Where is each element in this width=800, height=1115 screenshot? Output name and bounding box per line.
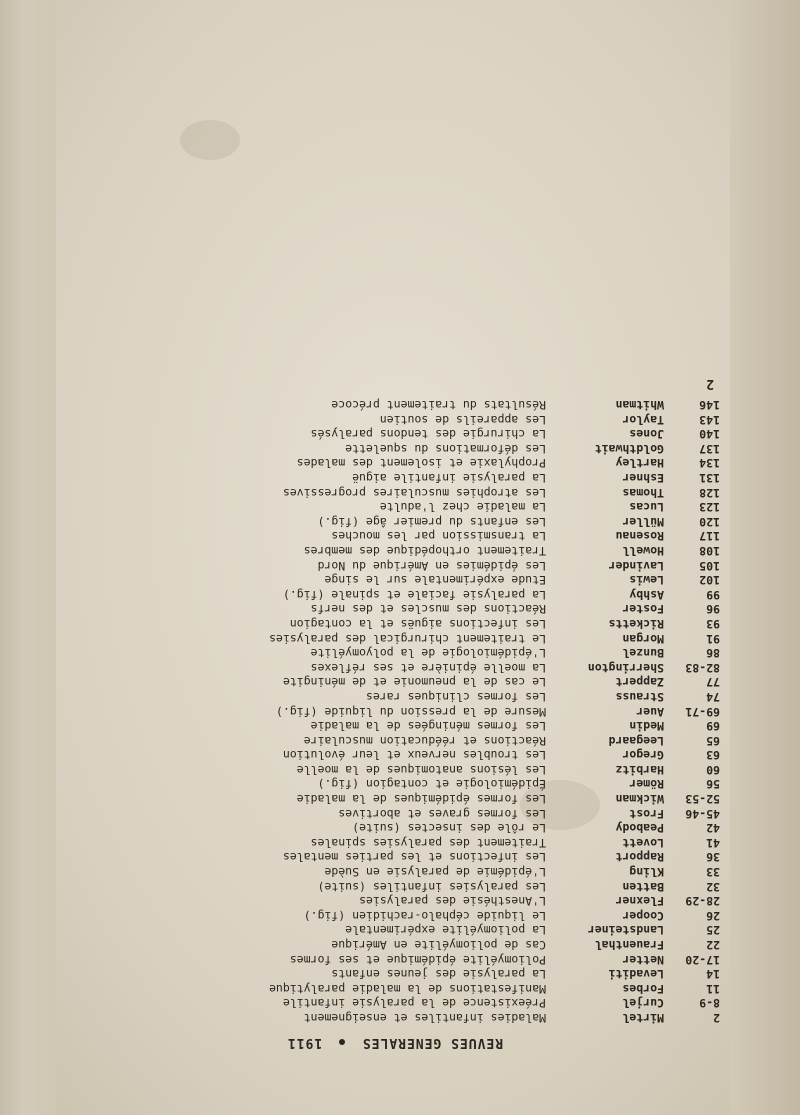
entry-pages: 25	[706, 923, 720, 938]
entry-pages: 134	[699, 456, 720, 471]
index-entry	[70, 631, 720, 646]
entry-pages: 11	[706, 981, 720, 996]
entry-author: Flexner	[615, 894, 664, 909]
entry-author: Mirtel	[622, 1011, 664, 1025]
entry-author: Harbitz	[615, 762, 664, 777]
index-entry	[70, 397, 720, 412]
entry-title: Les atrophies musculaires progressives	[282, 485, 546, 500]
page-margin-right	[730, 0, 800, 1115]
entry-pages: 143	[699, 412, 720, 427]
index-entry	[70, 616, 720, 631]
index-entry	[70, 981, 720, 996]
entry-author: Lovett	[622, 835, 664, 850]
index-entry	[70, 821, 720, 836]
index-entry	[70, 587, 720, 602]
entry-author: Landsteiner	[587, 923, 664, 938]
entry-pages: 14	[706, 967, 720, 982]
entry-title: Les déformations du squelette	[345, 441, 546, 456]
entry-title: Le traitement chirurgical des paralysies	[269, 631, 546, 646]
entry-title: Les appareils de soutien	[379, 412, 546, 427]
entry-author: Rosenau	[615, 529, 664, 544]
entry-title: Les troubles nerveux et leur évolution	[282, 748, 546, 763]
entry-author: Foster	[622, 602, 664, 617]
entry-pages: 77	[706, 675, 720, 690]
entry-title: Les infections aiguës et la contagion	[289, 616, 546, 631]
entry-title: Les infections et les parties mentales	[282, 850, 546, 865]
entry-title: Les formes cliniques rares	[365, 689, 546, 704]
index-entry	[70, 923, 720, 938]
entry-author: Netter	[622, 952, 664, 967]
index-entry	[70, 937, 720, 952]
entry-pages: 26	[706, 908, 720, 923]
entry-title: La paralysie des jeunes enfants	[331, 967, 546, 982]
entry-author: Morgan	[622, 631, 664, 646]
entry-pages: 137	[699, 441, 720, 456]
entry-title: Le rôle des insectes (suite)	[352, 821, 546, 836]
index-entry	[70, 719, 720, 734]
entry-author: Lewis	[629, 573, 664, 588]
index-entry	[70, 573, 720, 588]
entry-author: Whitman	[615, 398, 664, 413]
entry-pages: 36	[706, 850, 720, 865]
entry-pages: 52-53	[685, 792, 720, 807]
entry-author: Ricketts	[608, 616, 664, 631]
index-entry	[70, 850, 720, 865]
entry-author: Eshner	[622, 471, 664, 486]
index-entry	[70, 456, 720, 471]
entry-author: Kling	[629, 865, 664, 880]
entry-author: Curjel	[622, 996, 664, 1011]
index-entry	[70, 675, 720, 690]
entry-title: La paralysie infantile aiguë	[352, 471, 546, 486]
entry-author: Frost	[629, 806, 664, 821]
entry-author: Peabody	[615, 821, 664, 836]
entry-author: Taylor	[622, 412, 664, 427]
entry-pages: 123	[699, 500, 720, 515]
index-entry	[70, 485, 720, 500]
index-entry	[70, 762, 720, 777]
entry-pages: 93	[706, 616, 720, 631]
index-entry	[70, 864, 720, 879]
entry-title: L'Anesthésie des paralysies	[359, 894, 546, 909]
entry-title: Etude expérimentale sur le singe	[324, 573, 546, 588]
entry-title: Les lésions anatomiques de la moelle	[296, 762, 546, 777]
entry-title: Le cas de la pneumonie et de méningite	[282, 675, 546, 690]
entry-pages: 22	[706, 938, 720, 953]
journal-year: 1911	[286, 1035, 323, 1050]
entry-author: Auer	[636, 704, 664, 719]
entry-author: Goldthwait	[594, 441, 664, 456]
entry-title: Mesure de la pression du liquide (fig.)	[275, 704, 546, 719]
index-entry	[70, 835, 720, 850]
entry-author: Frauenthal	[594, 938, 664, 953]
entry-pages: 82-83	[685, 660, 720, 675]
entry-pages: 86	[706, 646, 720, 661]
page-margin-left	[0, 0, 56, 1115]
index-entry	[70, 470, 720, 485]
entry-author: Howell	[622, 544, 664, 558]
index-entry	[70, 894, 720, 909]
entry-author: Forbes	[622, 981, 664, 996]
index-entry	[70, 777, 720, 792]
index-entry	[70, 689, 720, 704]
entry-title: L'épidémie de paralysie en Suède	[324, 865, 546, 880]
entry-author: Römer	[629, 777, 664, 792]
index-entry	[70, 543, 720, 558]
page-number: 2	[706, 376, 714, 392]
index-entry	[70, 514, 720, 529]
index-entry	[70, 967, 720, 982]
index-entry	[70, 952, 720, 967]
entry-pages: 17-20	[685, 952, 720, 967]
entry-title: Les formes méningées de la maladie	[310, 719, 546, 734]
entry-title: Manifestations de la maladie paralytique	[269, 981, 546, 996]
entry-author: Cooper	[622, 908, 664, 923]
index-entry	[70, 660, 720, 675]
index-entry	[70, 879, 720, 894]
entry-pages: 74	[706, 689, 720, 704]
index-entry	[70, 602, 720, 617]
entry-pages: 69	[706, 719, 720, 734]
running-header	[70, 1035, 720, 1050]
entry-author: Levaditi	[608, 967, 664, 982]
entry-pages: 131	[699, 471, 720, 486]
entry-title: Épidémiologie et contagion (fig.)	[317, 777, 546, 792]
entry-title: Préexistence de la paralysie infantile	[282, 996, 546, 1011]
entry-author: Rapport	[615, 850, 664, 865]
entry-pages: 108	[699, 544, 720, 558]
index-entry	[70, 441, 720, 456]
entry-title: Les formes graves et abortives	[338, 806, 546, 821]
entry-author: Batten	[622, 879, 664, 894]
entry-pages: 117	[699, 529, 720, 544]
entry-title: Résultats du traitement précoce	[331, 398, 546, 413]
entry-author: Medin	[629, 719, 664, 734]
entry-title: Poliomyélite épidémique et ses formes	[289, 952, 546, 967]
entry-pages: 91	[706, 631, 720, 646]
entry-author: Lucas	[629, 500, 664, 515]
entry-pages: 60	[706, 762, 720, 777]
entry-pages: 146	[699, 398, 720, 413]
entry-pages: 120	[699, 514, 720, 529]
entry-title: Les paralysies infantiles (suite)	[317, 879, 546, 894]
entry-author: Gregor	[622, 748, 664, 763]
entry-title: La maladie chez l'adulte	[379, 500, 546, 515]
entry-title: L'épidémiologie de la polyomyélite	[310, 646, 546, 661]
entry-title: Réactions et rééducation musculaire	[303, 733, 546, 748]
entry-pages: 105	[699, 558, 720, 573]
header-bullet	[339, 1040, 345, 1046]
entry-title: Traitement orthopédique des membres	[303, 544, 546, 558]
index-entry	[70, 500, 720, 515]
entry-title: Le liquide céphalo-rachidien (fig.)	[303, 908, 546, 923]
entry-pages: 2	[713, 1011, 720, 1025]
entry-author: Ashby	[629, 587, 664, 602]
rotated-document	[70, 60, 720, 1050]
index-entry	[70, 427, 720, 442]
entry-pages: 56	[706, 777, 720, 792]
entry-author: Leegaard	[608, 733, 664, 748]
entry-pages: 8-9	[699, 996, 720, 1011]
entry-title: La paralysie faciale et spinale (fig.)	[282, 587, 546, 602]
entry-pages: 140	[699, 427, 720, 442]
index-entry	[70, 908, 720, 923]
entry-pages: 42	[706, 821, 720, 836]
index-entry	[70, 558, 720, 573]
entry-pages: 33	[706, 865, 720, 880]
entry-pages: 45-46	[685, 806, 720, 821]
entry-pages: 65	[706, 733, 720, 748]
entry-pages: 99	[706, 587, 720, 602]
entry-title: Maladies infantiles et enseignement	[303, 1011, 546, 1025]
entry-author: Hartley	[615, 456, 664, 471]
entry-author: Bunzel	[622, 646, 664, 661]
entry-author: Lavinder	[608, 558, 664, 573]
entry-pages: 41	[706, 835, 720, 850]
entry-title: Les formes épidémiques de la maladie	[296, 792, 546, 807]
entry-title: Les épidémies en Amérique du Nord	[317, 558, 546, 573]
index-entry	[70, 733, 720, 748]
index-entry	[70, 704, 720, 719]
entry-title: La chirurgie des tendons paralysés	[310, 427, 546, 442]
entry-title: La poliomyélite expérimentale	[345, 923, 546, 938]
journal-title: REVUES GENERALES	[361, 1035, 504, 1050]
entry-author: Wickman	[615, 792, 664, 807]
index-entry	[70, 646, 720, 661]
entry-author: Müller	[622, 514, 664, 529]
entry-pages: 128	[699, 485, 720, 500]
index-entry	[70, 1010, 720, 1025]
entry-author: Sherrington	[587, 660, 664, 675]
index-entry	[70, 996, 720, 1011]
entry-pages: 32	[706, 879, 720, 894]
index-entry	[70, 412, 720, 427]
entry-title: Les enfants du premier âge (fig.)	[317, 514, 546, 529]
index-entry	[70, 806, 720, 821]
entry-title: Réactions des muscles et des nerfs	[310, 602, 546, 617]
entry-pages: 63	[706, 748, 720, 763]
entry-author: Jones	[629, 427, 664, 442]
entry-title: La moelle épinière et ses réflexes	[310, 660, 546, 675]
entry-pages: 102	[699, 573, 720, 588]
index-list	[70, 397, 720, 1025]
entry-title: Traitement des paralysies spinales	[310, 835, 546, 850]
index-entry	[70, 792, 720, 807]
entry-author: Strauss	[615, 689, 664, 704]
entry-author: Thomas	[622, 485, 664, 500]
entry-title: La transmission par les mouches	[331, 529, 546, 544]
entry-title: Prophylaxie et isolement des malades	[296, 456, 546, 471]
entry-author: Zappert	[615, 675, 664, 690]
entry-title: Cas de poliomyélite en Amérique	[331, 938, 546, 953]
index-entry	[70, 748, 720, 763]
entry-pages: 69-71	[685, 704, 720, 719]
index-entry	[70, 529, 720, 544]
entry-pages: 96	[706, 602, 720, 617]
entry-pages: 28-29	[685, 894, 720, 909]
